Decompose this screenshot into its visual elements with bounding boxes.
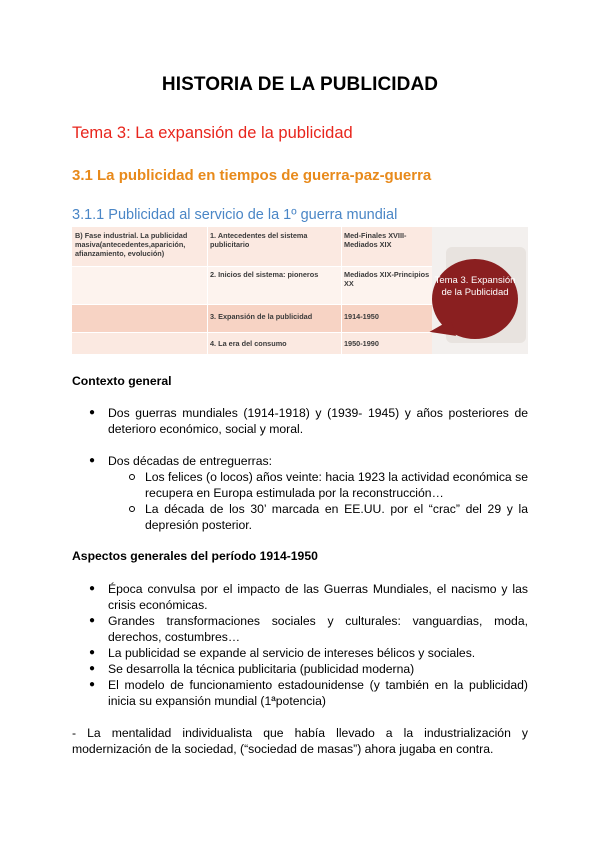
phases-table bbox=[72, 227, 432, 354]
table-cell: B) Fase industrial. La publicidad masiva(antecedentes,aparición, afianzamiento, evolución) bbox=[75, 231, 188, 258]
circle-bullet-icon bbox=[129, 474, 135, 480]
list-item: Grandes transformaciones sociales y culturales: vanguardias, moda, derechos, costumbres… bbox=[108, 614, 528, 644]
table-cell bbox=[75, 304, 205, 332]
table-cell: Mediados XIX-Principios XX bbox=[344, 270, 430, 288]
table-divider bbox=[207, 227, 208, 354]
bullet-icon: ● bbox=[89, 679, 96, 690]
table-divider bbox=[72, 304, 432, 305]
list-item: Se desarrolla la técnica publicitaria (publicidad moderna) bbox=[108, 662, 415, 676]
bullet-icon: ● bbox=[89, 407, 96, 418]
list-item: Los felices (o locos) años veinte: hacia 1923 la actividad económica se recupera en Europa estimulada por la reconstrucción… bbox=[145, 470, 528, 500]
table-cell: 1. Antecedentes del sistema publicitario bbox=[210, 231, 308, 249]
table-cell: Med-Finales XVIII-Mediados XIX bbox=[344, 231, 407, 249]
context-heading: Contexto general bbox=[72, 374, 172, 388]
table-cell: 1950-1990 bbox=[344, 339, 379, 348]
table-row bbox=[72, 266, 432, 304]
table-cell: 3. Expansión de la publicidad bbox=[210, 312, 313, 321]
table-cell: 1914-1950 bbox=[344, 312, 379, 321]
table-row bbox=[72, 332, 432, 354]
table-cell: 2. Inicios del sistema: pioneros bbox=[210, 270, 319, 279]
list-item: Época convulsa por el impacto de las Guerras Mundiales, el nacismo y las crisis económicas. bbox=[108, 582, 528, 612]
topic-heading: Tema 3: La expansión de la publicidad bbox=[72, 124, 353, 142]
phases-table-image bbox=[72, 227, 528, 354]
list-item: La publicidad se expande al servicio de intereses bélicos y sociales. bbox=[108, 646, 476, 660]
table-divider bbox=[72, 266, 432, 267]
circle-bullet-icon bbox=[129, 506, 135, 512]
list-item: El modelo de funcionamiento estadounidense (y también en la publicidad) inicia su expansión mundial (1ªpotencia) bbox=[108, 678, 528, 708]
bullet-icon: ● bbox=[89, 663, 96, 674]
document-title: HISTORIA DE LA PUBLICIDAD bbox=[161, 74, 439, 95]
table-cell bbox=[75, 266, 205, 304]
list-item: Dos guerras mundiales (1914-1918) y (1939- 1945) y años posteriores de deterioro económico, social y moral. bbox=[108, 406, 528, 436]
topic-bubble bbox=[424, 245, 528, 345]
list-item: La década de los 30’ marcada en EE.UU. por el “crac” del 29 y la depresión posterior. bbox=[145, 502, 528, 532]
table-divider bbox=[72, 332, 432, 333]
bubble-label: Tema 3. Expansión de la Publicidad bbox=[434, 275, 516, 298]
closing-paragraph: - La mentalidad individualista que había llevado a la industrialización y modernización de la sociedad, (“sociedad de masas”) ahora jugaba en contra. bbox=[72, 726, 528, 756]
table-row bbox=[72, 227, 432, 266]
aspects-heading: Aspectos generales del período 1914-1950 bbox=[72, 549, 318, 563]
subsection-heading: 3.1.1 Publicidad al servicio de la 1º guerra mundial bbox=[72, 207, 398, 223]
bullet-icon: ● bbox=[89, 615, 96, 626]
table-divider bbox=[341, 227, 342, 354]
speech-bubble-icon bbox=[432, 259, 518, 339]
table-row bbox=[72, 304, 432, 332]
section-heading: 3.1 La publicidad en tiempos de guerra-paz-guerra bbox=[72, 167, 432, 184]
table-cell: 4. La era del consumo bbox=[210, 339, 287, 348]
table-cell bbox=[75, 332, 205, 354]
bullet-icon: ● bbox=[89, 583, 96, 594]
list-item: Dos décadas de entreguerras: bbox=[108, 454, 272, 468]
bullet-icon: ● bbox=[89, 647, 96, 658]
bullet-icon: ● bbox=[89, 455, 96, 466]
